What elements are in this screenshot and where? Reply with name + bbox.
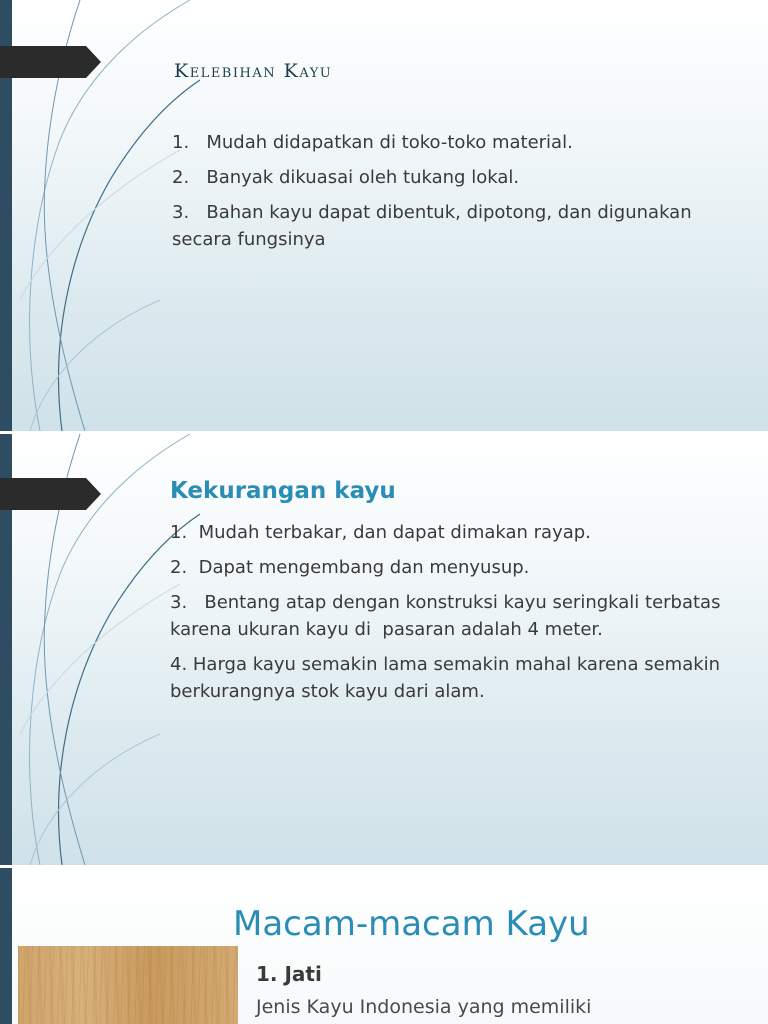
slide-kelebihan (0, 0, 768, 431)
slide-title: Kelebihan Kayu (174, 60, 333, 82)
list-item: 1. Mudah didapatkan di toko-toko material. (172, 132, 573, 153)
slide-title: Kekurangan kayu (170, 478, 396, 504)
advantages-list (172, 129, 732, 261)
list-item: 4. Harga kayu semakin lama semakin mahal karena semakin berkurangnya stok kayu dari alam. (170, 654, 726, 702)
list-item: 3. Bahan kayu dapat dibentuk, dipotong, dan digunakan secara fungsinya (172, 202, 698, 250)
slide-title: Macam-macam Kayu (233, 904, 590, 944)
list-item: 1. Mudah terbakar, dan dapat dimakan rayap. (170, 522, 591, 543)
list-item: 2. Dapat mengembang dan menyusup. (170, 557, 530, 578)
teak-wood-image (18, 946, 238, 1024)
slide-tag-arrow (0, 46, 101, 78)
wood-description: Jenis Kayu Indonesia yang memiliki (256, 996, 592, 1018)
wood-type-heading: 1. Jati (256, 962, 322, 986)
list-item: 3. Bentang atap dengan konstruksi kayu seringkali terbatas karena ukuran kayu di pasaran adalah 4 meter. (170, 592, 727, 640)
slide-sidebar (0, 868, 12, 1024)
disadvantages-list (170, 519, 740, 713)
slide-tag-arrow (0, 478, 101, 510)
list-item: 2. Banyak dikuasai oleh tukang lokal. (172, 167, 520, 188)
